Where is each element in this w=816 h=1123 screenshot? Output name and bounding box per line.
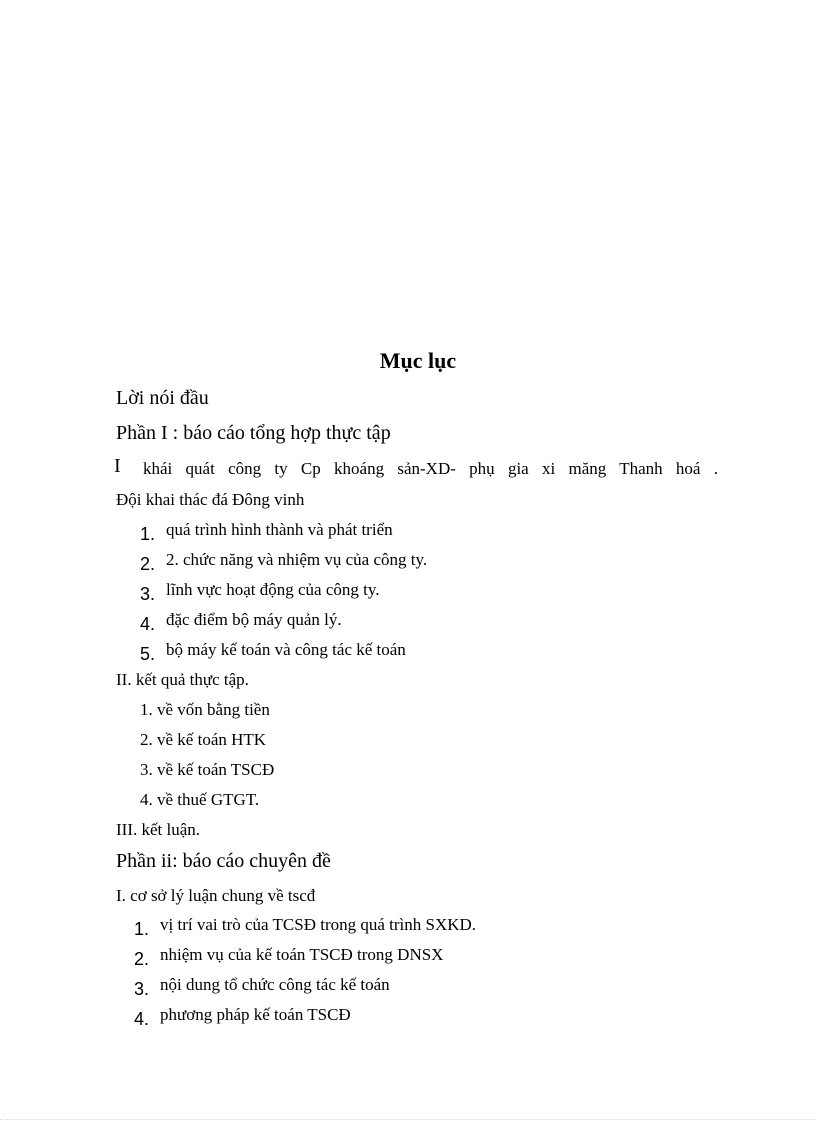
toc-list-item: 2. về kế toán HTK [140, 730, 267, 749]
toc-part2-section1-heading: I. cơ sở lý luận chung về tscđ [116, 886, 316, 905]
toc-list-item: 1. về vốn bằng tiền [140, 700, 270, 719]
toc-list-item: 3. về kế toán TSCĐ [140, 760, 275, 779]
toc-part1-section2-heading: II. kết quả thực tập. [116, 670, 249, 689]
page-title: Mục lục [379, 348, 457, 373]
toc-item-number: 4. [134, 1009, 150, 1029]
toc-item-text: đặc điểm bộ máy quản lý. [166, 610, 342, 629]
page-bottom-divider [0, 1119, 816, 1120]
toc-item-text: nhiệm vụ của kế toán TSCĐ trong DNSX [160, 945, 444, 964]
toc-part1-section1-text: khái quát công ty Cp khoáng sản-XD- phụ gia xi măng Thanh hoá . [143, 459, 718, 478]
toc-item-number: 1. [140, 524, 156, 544]
toc-item-text: nội dung tổ chức công tác kế toán [160, 975, 390, 994]
toc-item-number: 3. [140, 584, 156, 604]
toc-item-text: quá trình hình thành và phát triển [166, 520, 393, 539]
toc-item-number: 1. [134, 919, 150, 939]
toc-list-item: 4. về thuế GTGT. [140, 790, 260, 809]
toc-item-number: 2. [134, 949, 150, 969]
toc-intro: Lời nói đầu [116, 387, 209, 409]
toc-item-number: 3. [134, 979, 150, 999]
toc-item-text: 2. chức năng và nhiệm vụ của công ty. [166, 550, 428, 569]
toc-part1-section1-numeral: I [114, 455, 121, 477]
toc-part2-heading: Phần ii: báo cáo chuyên đề [116, 850, 331, 872]
toc-item-number: 5. [140, 644, 156, 664]
toc-part1-section3: III. kết luận. [116, 820, 201, 839]
toc-item-text: vị trí vai trò của TCSĐ trong quá trình SXKD. [160, 915, 477, 934]
toc-item-number: 2. [140, 554, 156, 574]
toc-item-text: phương pháp kế toán TSCĐ [160, 1005, 351, 1024]
toc-item-number: 4. [140, 614, 156, 634]
toc-item-text: lĩnh vực hoạt động của công ty. [166, 580, 380, 599]
toc-part1-section1-continuation: Đội khai thác đá Đông vinh [116, 490, 305, 509]
toc-part1-heading: Phần I : báo cáo tổng hợp thực tập [116, 422, 391, 444]
toc-item-text: bộ máy kế toán và công tác kế toán [166, 640, 406, 659]
